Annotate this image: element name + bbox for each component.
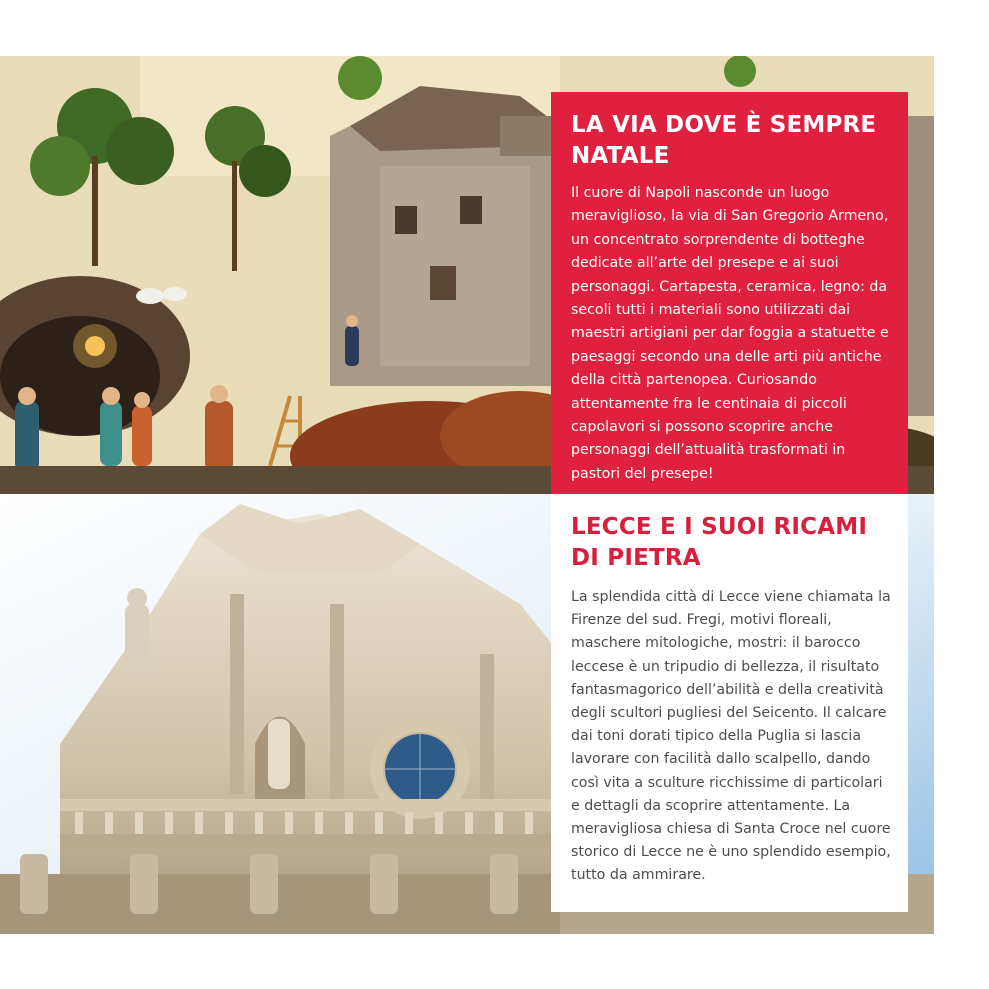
lecce-title: LECCE E I SUOI RICAMI DI PIETRA (571, 514, 868, 571)
lecce-text-panel (551, 494, 908, 912)
naples-text-panel (551, 92, 908, 494)
naples-body-text: Il cuore di Napoli nasconde un luogo meraviglioso, la via di San Gregorio Armeno, un concentrato sorprendente di botteghe dedicate all’arte del presepe e ai suoi personaggi. Cartapesta, ceramica, legno: da secoli tutti i materiali sono utilizzati dai maestri artigiani per dar foggia a statuette e paesaggi secondo una delle arti più antiche della città partenopea. Curiosando attentamente fra le centinaia di piccoli capolavori si possono scoprire anche personaggi dell’attualità trasformati in pastori del presepe! (571, 185, 889, 482)
naples-title: LA VIA DOVE È SEMPRE NATALE (571, 112, 877, 169)
lecce-body-text: La splendida città di Lecce viene chiamata la Firenze del sud. Fregi, motivi floreali, maschere mitologiche, mostri: il barocco leccese è un tripudio di bellezza, il risultato fantasmagorico dell’abilità e della creatività degli scultori pugliesi del Seicento. Il calcare dai toni dorati tipico della Puglia si lascia lavorare con facilità dallo scalpello, dando così vita a sculture ricchissime di particolari e dettagli da scoprire attentamente. La meravigliosa chiesa di Santa Croce nel cuore storico di Lecce ne è uno splendido esempio, tutto da ammirare. (571, 589, 891, 884)
